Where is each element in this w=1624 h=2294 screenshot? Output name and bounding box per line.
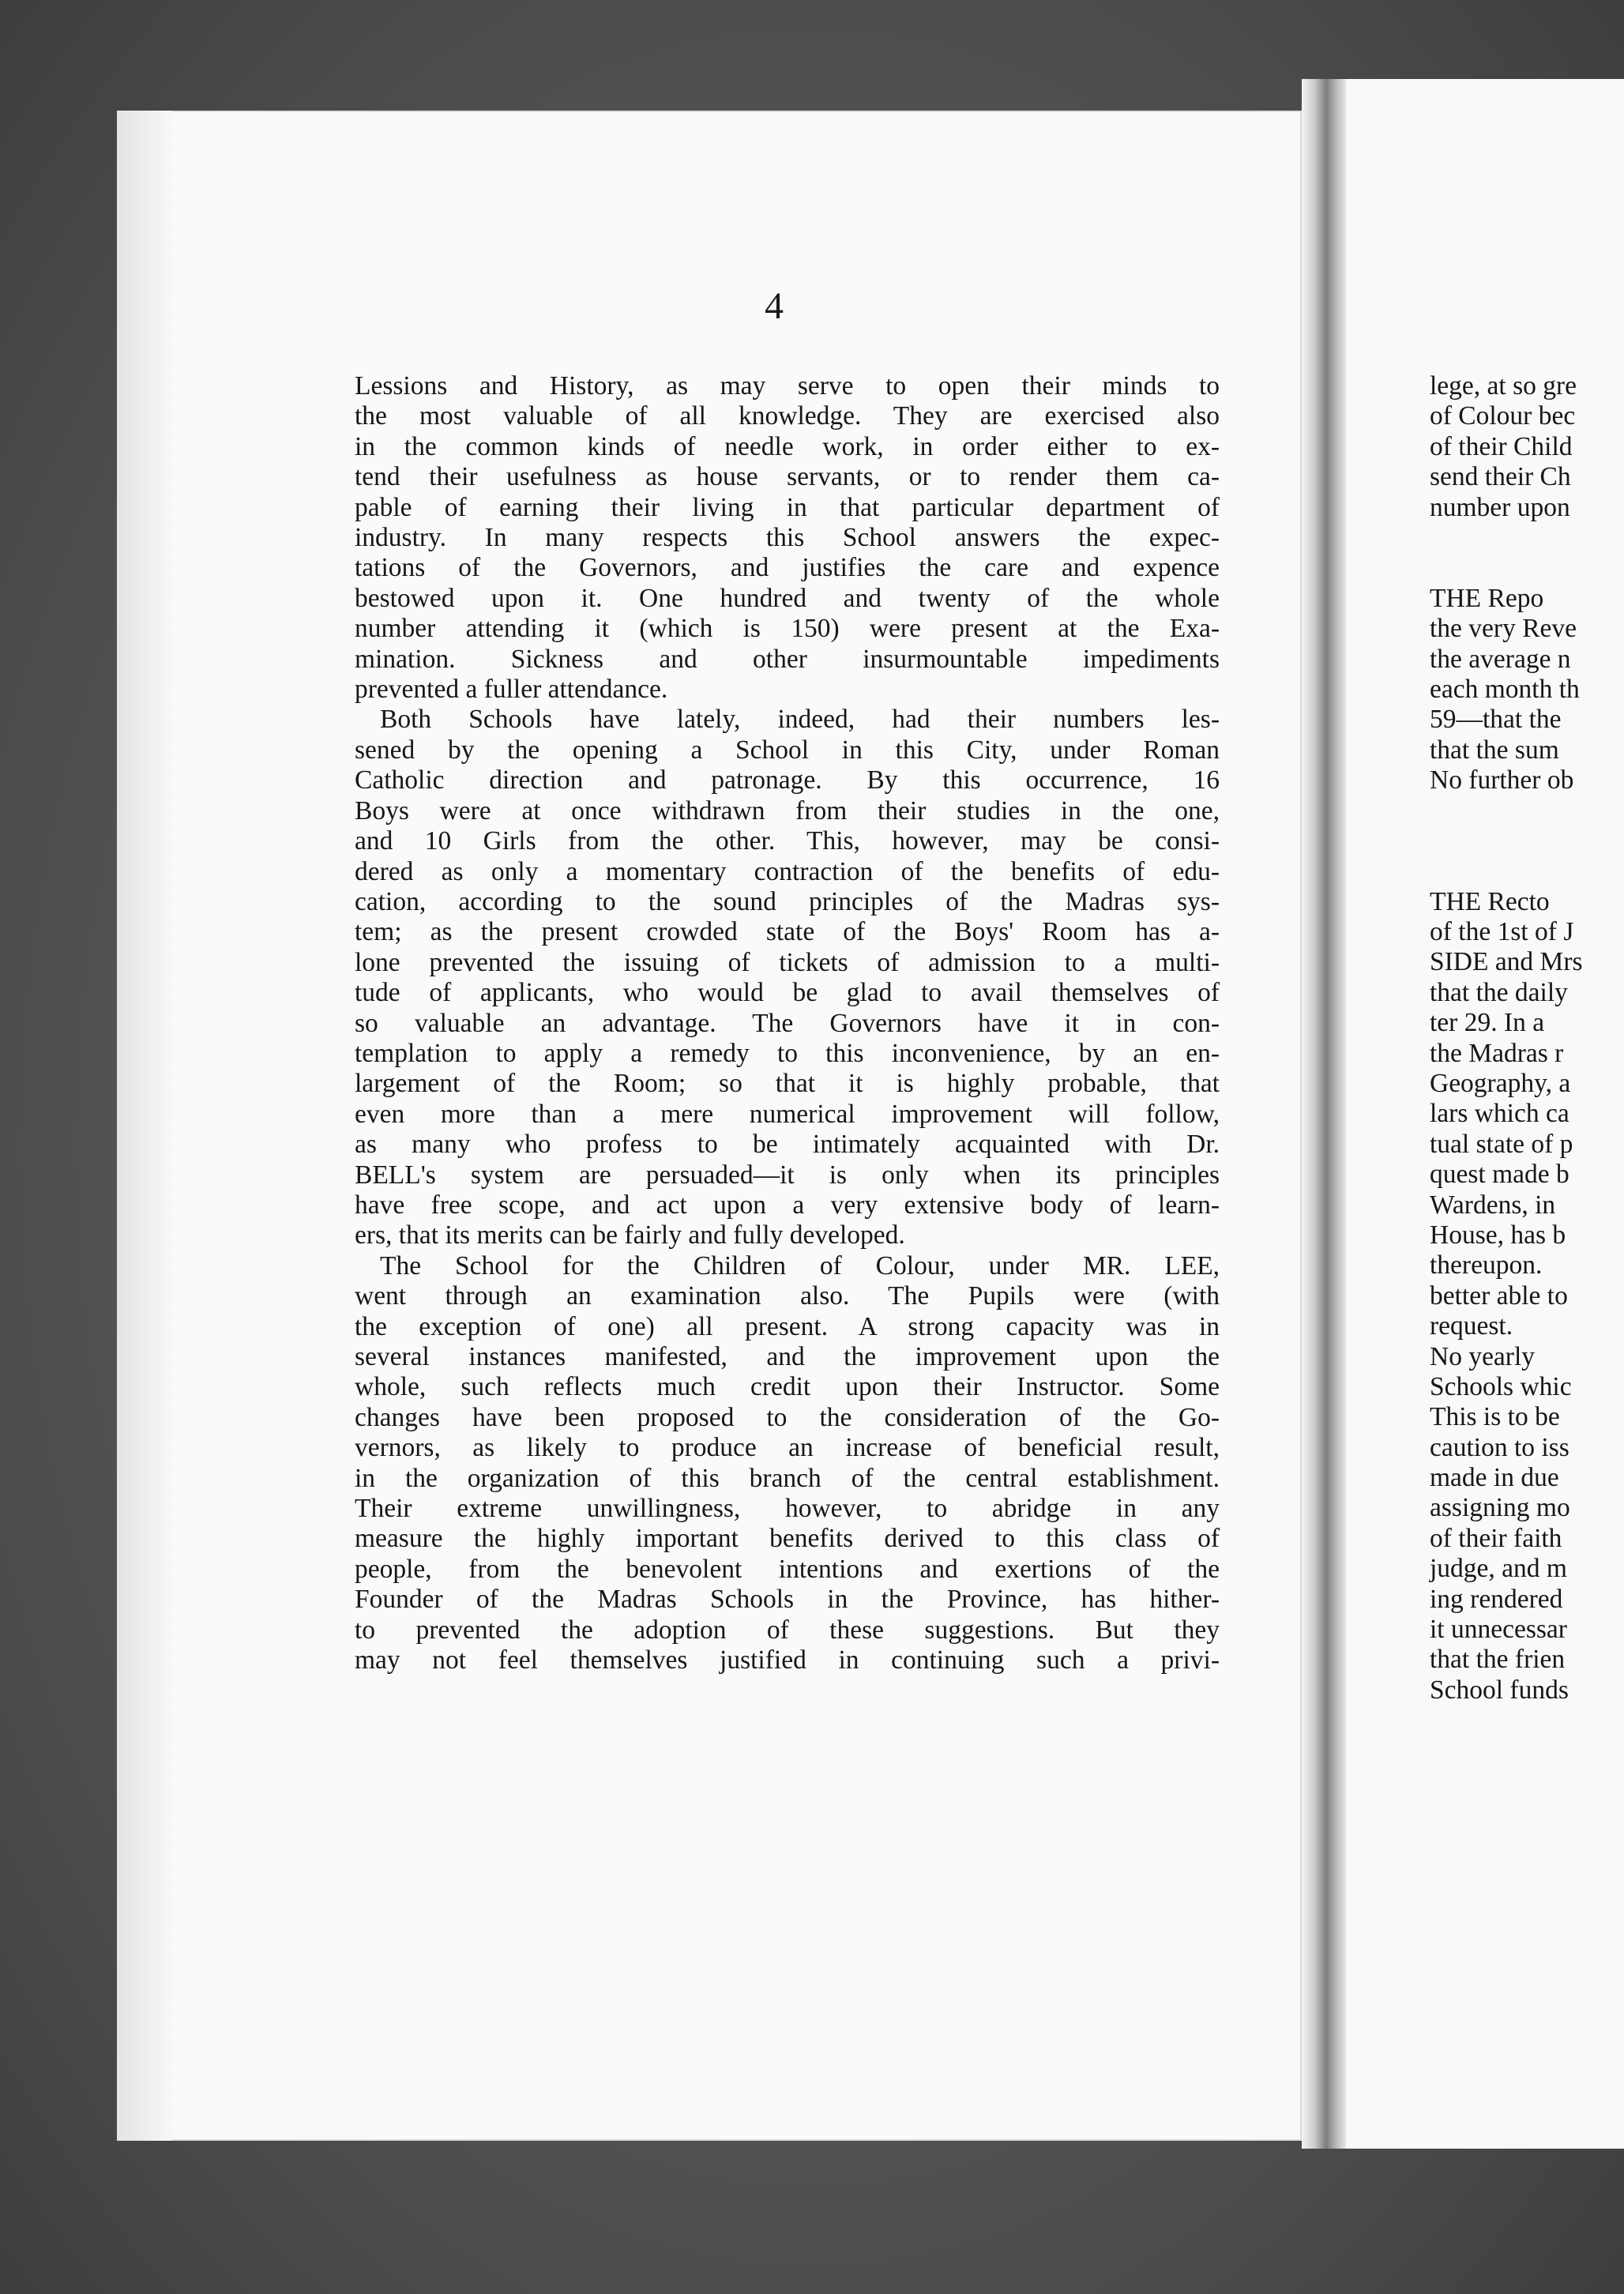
text-line: whole, such reflects much credit upon their Instructor. Some (355, 1372, 1220, 1402)
right-text-line (1430, 523, 1624, 553)
right-text-line: SIDE and Mrs (1430, 947, 1583, 977)
right-text-line: School funds (1430, 1675, 1569, 1705)
text-line: Catholic direction and patronage. By this occurrence, 16 (355, 765, 1220, 795)
right-text-line: send their Ch (1430, 462, 1571, 492)
text-line: even more than a mere numerical improvement will follow, (355, 1099, 1220, 1129)
text-line: industry. In many respects this School answers the expec- (355, 523, 1220, 553)
right-text-line: No further ob (1430, 765, 1574, 795)
text-line: Lessions and History, as may serve to open their minds to (355, 371, 1220, 401)
right-text-line: of their Child (1430, 431, 1573, 461)
right-text-line: House, has b (1430, 1220, 1566, 1250)
right-page (1346, 79, 1624, 2149)
text-line: The School for the Children of Colour, under MR. LEE, (380, 1250, 1220, 1281)
left-page-edge (117, 111, 172, 2141)
right-text-line (1430, 826, 1624, 856)
right-text-line: lars which ca (1430, 1099, 1569, 1129)
text-line: have free scope, and act upon a very extensive body of learn- (355, 1190, 1220, 1220)
text-line: as many who profess to be intimately acquainted with Dr. (355, 1130, 1220, 1160)
right-text-line: This is to be (1430, 1402, 1560, 1432)
right-text-line: the very Reve (1430, 614, 1577, 644)
text-line: vernors, as likely to produce an increase of beneficial result, (355, 1433, 1220, 1463)
right-text-line: it unnecessar (1430, 1615, 1567, 1645)
text-line: changes have been proposed to the consideration of the Go- (355, 1402, 1220, 1432)
text-line: people, from the benevolent intentions and exertions of the (355, 1554, 1220, 1584)
right-text-line: ter 29. In a (1430, 1008, 1545, 1038)
right-text-line (1430, 795, 1624, 825)
text-line: Boys were at once withdrawn from their studies in the one, (355, 795, 1220, 825)
text-line: number attending it (which is 150) were present at the Exa- (355, 614, 1220, 644)
text-line: tend their usefulness as house servants, or to render them ca- (355, 462, 1220, 492)
right-text-line: made in due (1430, 1463, 1559, 1493)
right-text-line: that the daily (1430, 977, 1568, 1007)
text-line: the most valuable of all knowledge. They are exercised also (355, 401, 1220, 431)
right-text-line: number upon (1430, 492, 1570, 522)
right-text-line: lege, at so gre (1430, 371, 1577, 401)
right-text-line: assigning mo (1430, 1493, 1570, 1523)
text-line: Their extreme unwillingness, however, to abridge in any (355, 1494, 1220, 1524)
text-line: to prevented the adoption of these suggestions. But they (355, 1615, 1220, 1645)
right-text-line (1430, 553, 1624, 583)
text-line: several instances manifested, and the improvement upon the (355, 1342, 1220, 1371)
right-text-line (1430, 856, 1624, 886)
right-text-line: Schools whic (1430, 1371, 1572, 1401)
text-line: Founder of the Madras Schools in the Province, has hither- (355, 1585, 1220, 1615)
text-line: dered as only a momentary contraction of the benefits of edu- (355, 856, 1220, 886)
right-text-line: the Madras r (1430, 1038, 1564, 1068)
right-text-line: THE Recto (1430, 886, 1550, 916)
text-line: in the common kinds of needle work, in order either to ex- (355, 431, 1220, 461)
text-line: BELL's system are persuaded—it is only when its principles (355, 1160, 1220, 1190)
text-line: prevented a fuller attendance. (355, 675, 668, 705)
right-text-line: thereupon. (1430, 1250, 1543, 1281)
text-line: measure the highly important benefits derived to this class of (355, 1524, 1220, 1554)
right-text-line: 59—that the (1430, 705, 1562, 735)
right-text-line: of Colour bec (1430, 401, 1576, 431)
text-line: bestowed upon it. One hundred and twenty of the whole (355, 583, 1220, 613)
right-text-line: that the sum (1430, 735, 1559, 765)
right-text-line: judge, and m (1430, 1554, 1567, 1584)
text-line: went through an examination also. The Pupils were (with (355, 1281, 1220, 1311)
text-line: lone prevented the issuing of tickets of admission to a multi- (355, 947, 1220, 977)
left-page-text (355, 371, 1220, 1675)
right-text-line: of the 1st of J (1430, 917, 1574, 947)
right-text-line: THE Repo (1430, 583, 1544, 613)
right-text-line: of their faith (1430, 1523, 1562, 1553)
right-text-line: better able to (1430, 1281, 1568, 1311)
right-text-line: Wardens, in (1430, 1190, 1556, 1220)
right-text-line: tual state of p (1430, 1129, 1573, 1159)
text-line: the exception of one) all present. A strong capacity was in (355, 1311, 1220, 1341)
text-line: pable of earning their living in that particular department of (355, 492, 1220, 522)
right-text-line: each month th (1430, 674, 1580, 704)
right-text-line: that the frien (1430, 1645, 1566, 1675)
right-text-line: Geography, a (1430, 1068, 1571, 1098)
text-line: and 10 Girls from the other. This, however, may be consi- (355, 826, 1220, 856)
right-text-line: quest made b (1430, 1160, 1569, 1190)
text-line: templation to apply a remedy to this inconvenience, by an en- (355, 1038, 1220, 1068)
text-line: Both Schools have lately, indeed, had their numbers les- (380, 705, 1220, 735)
text-line: may not feel themselves justified in continuing such a privi- (355, 1645, 1220, 1675)
text-line: tude of applicants, who would be glad to avail themselves of (355, 978, 1220, 1008)
right-text-line: request. (1430, 1311, 1513, 1341)
text-line: cation, according to the sound principles of the Madras sys- (355, 886, 1220, 916)
text-line: tem; as the present crowded state of the Boys' Room has a- (355, 917, 1220, 947)
text-line: largement of the Room; so that it is highly probable, that (355, 1069, 1220, 1099)
right-text-line: ing rendered (1430, 1584, 1563, 1614)
text-line: tations of the Governors, and justifies the care and expence (355, 553, 1220, 583)
book-gutter (1302, 79, 1346, 2149)
text-line: sened by the opening a School in this City, under Roman (355, 735, 1220, 765)
right-page-text (1430, 371, 1624, 1705)
right-text-line: No yearly (1430, 1341, 1536, 1371)
text-line: so valuable an advantage. The Governors have it in con- (355, 1008, 1220, 1038)
text-line: in the organization of this branch of the central establishment. (355, 1463, 1220, 1493)
right-text-line: the average n (1430, 644, 1571, 674)
text-line: mination. Sickness and other insurmountable impediments (355, 644, 1220, 674)
right-text-line: caution to iss (1430, 1432, 1569, 1462)
text-line: ers, that its merits can be fairly and fully developed. (355, 1220, 905, 1250)
page-number: 4 (765, 285, 784, 327)
